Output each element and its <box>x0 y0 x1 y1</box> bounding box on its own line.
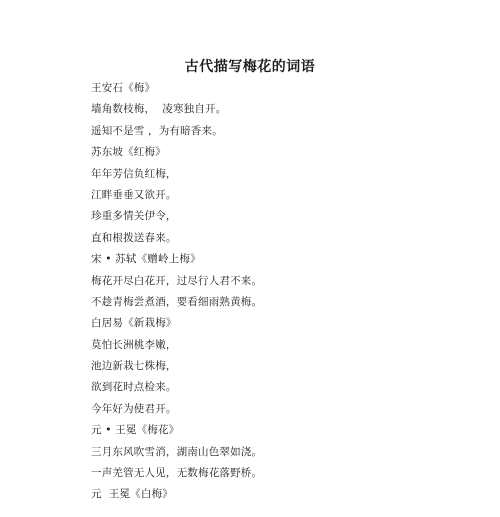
text-line: 元 • 王冕《梅花》 <box>91 424 180 437</box>
text-line: 欲到花时点检来。 <box>91 381 177 394</box>
text-line: 直和根拨送春来。 <box>91 231 177 244</box>
text-line: 江畔垂垂又欲开。 <box>91 188 177 201</box>
text-line: 珍重多情关伊令， <box>91 210 177 223</box>
text-line: 梅花开尽白花开，过尽行人君不来。 <box>91 274 263 287</box>
text-line: 墙角数枝梅， 凌寒独自开。 <box>91 103 227 116</box>
text-line: 年年芳信负红梅， <box>91 167 177 180</box>
text-line: 莫怕长洲桃李嫩， <box>91 338 177 351</box>
text-line: 宋 • 苏轼《赠岭上梅》 <box>91 253 201 266</box>
text-line: 元 王冕《白梅》 <box>91 488 173 501</box>
text-line: 遥知不是雪 ，为有暗香来。 <box>91 124 223 137</box>
document-title: 古代描写梅花的词语 <box>184 59 316 75</box>
text-line: 白居易《新栽梅》 <box>91 317 177 330</box>
text-line: 池边新栽七株梅， <box>91 360 177 373</box>
text-line: 一声羌管无人见，无数梅花落野桥。 <box>91 467 263 480</box>
text-line: 不趁青梅尝煮酒，要看细雨熟黄梅。 <box>91 295 263 308</box>
text-line: 王安石《梅》 <box>91 82 156 94</box>
poem-text-block <box>91 78 262 506</box>
text-line: 苏东坡《红梅》 <box>91 146 166 159</box>
text-line: 今年好为使君开。 <box>91 402 177 415</box>
text-line: 三月东风吹雪消，湖南山色翠如浇。 <box>91 445 263 458</box>
